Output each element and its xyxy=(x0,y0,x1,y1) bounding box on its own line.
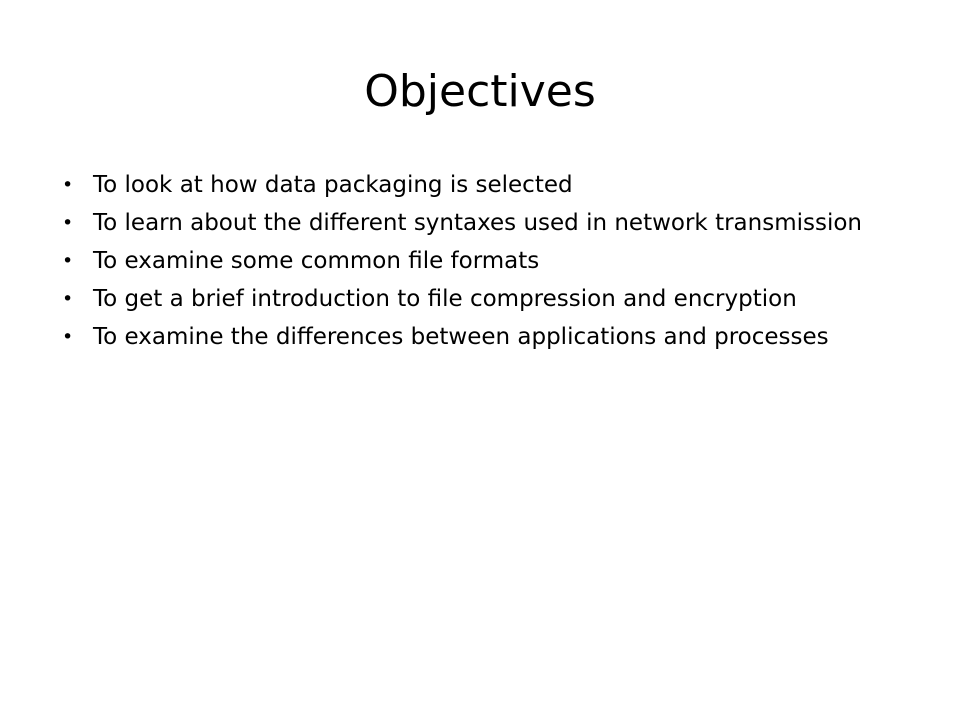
bullet-icon: • xyxy=(62,326,74,348)
bullet-icon: • xyxy=(62,250,74,272)
bullet-text: To look at how data packaging is selected xyxy=(93,172,573,198)
bullet-text: To examine some common file formats xyxy=(93,248,540,274)
list-item xyxy=(58,322,878,353)
slide-title: Objectives xyxy=(364,66,596,117)
list-item xyxy=(58,170,878,201)
list-item xyxy=(58,246,878,277)
bullet-text: To examine the differences between applications and processes xyxy=(93,324,829,350)
bullet-icon: • xyxy=(62,174,74,196)
bullet-icon: • xyxy=(62,288,74,310)
list-item xyxy=(58,208,878,239)
bullet-text: To learn about the different syntaxes used in network transmission xyxy=(93,210,862,236)
objectives-list xyxy=(58,170,878,360)
list-item xyxy=(58,284,878,315)
bullet-text: To get a brief introduction to file compression and encryption xyxy=(93,286,797,312)
bullet-icon: • xyxy=(62,212,74,234)
